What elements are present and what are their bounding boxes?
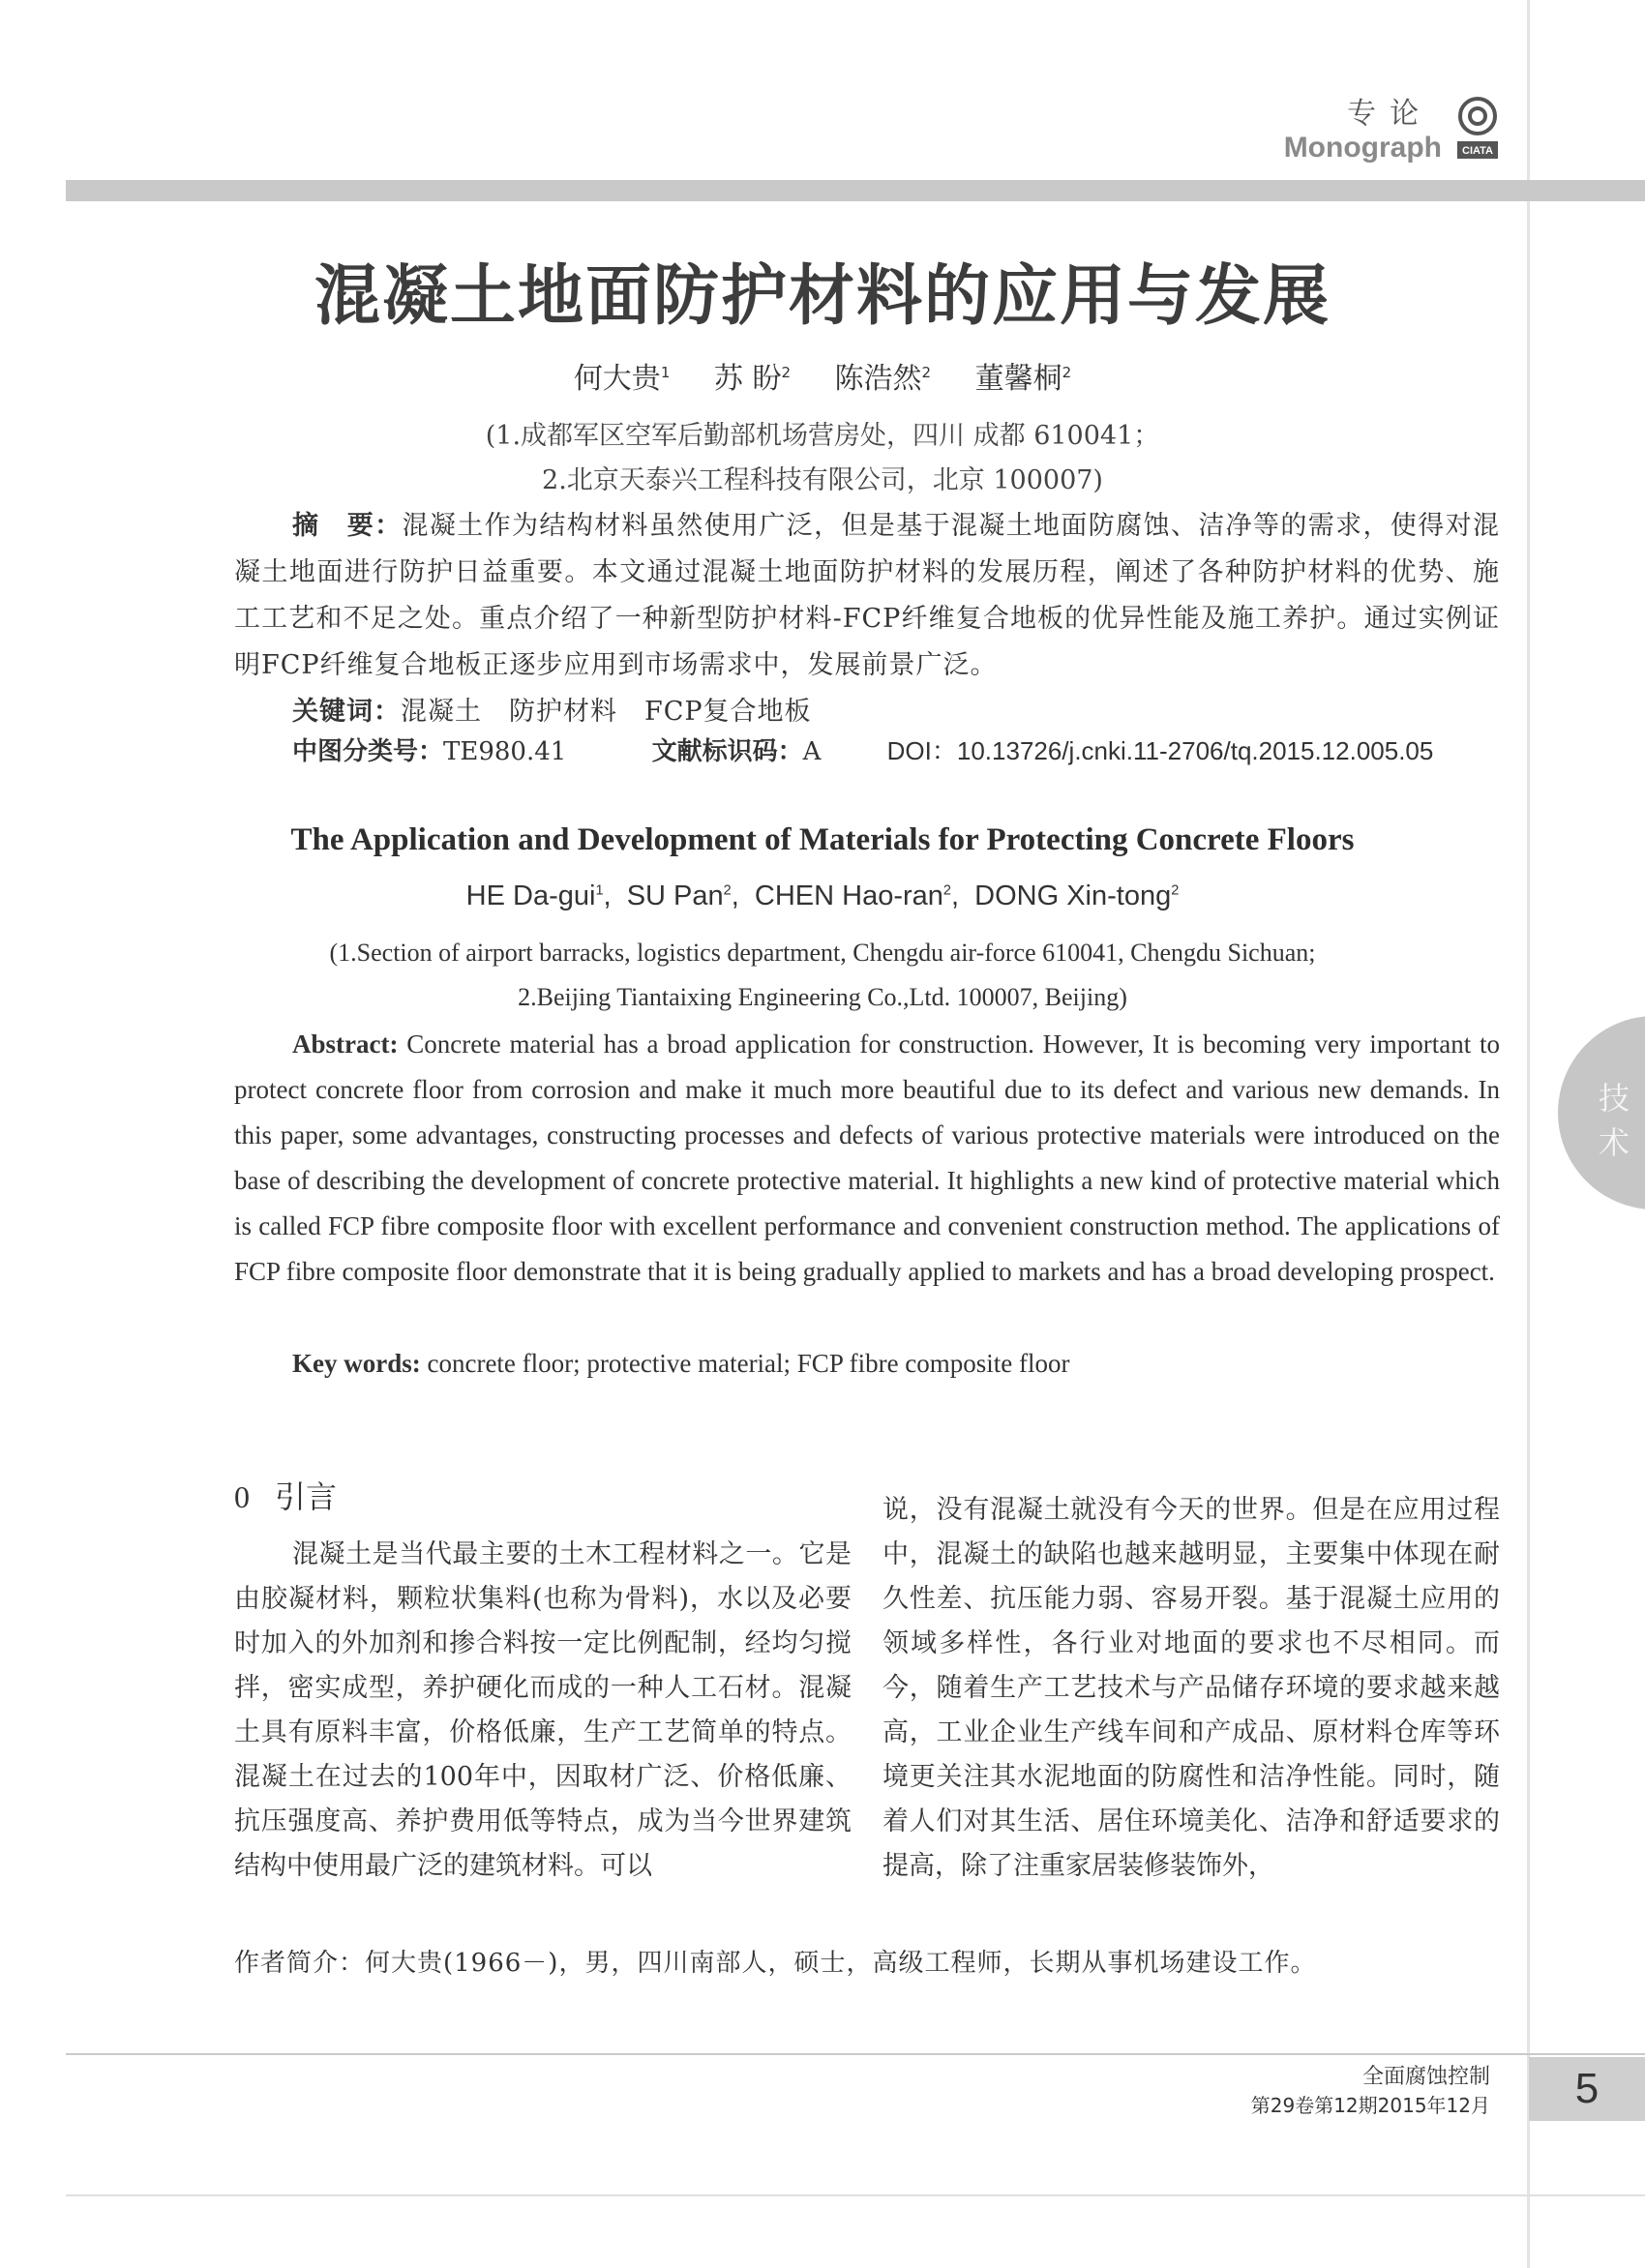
author-zh: 董馨桐$^2$ (974, 362, 1072, 396)
abstract-label-zh: 摘 要： (292, 511, 403, 541)
author-list-en: HE Da-gui$^1$, SU Pan$^2$, CHEN Hao-ran$^2$, DONG Xin-tong$^2$ (465, 880, 1180, 911)
keywords-en (234, 1341, 1558, 1387)
footer-bottom-rule (66, 2194, 1645, 2196)
author-en: CHEN Hao-ran$^2$ (754, 880, 951, 911)
doc-code-value: A (802, 737, 822, 766)
author-zh: 苏 盼$^2$ (713, 362, 791, 396)
abstract-zh (234, 503, 1500, 689)
section-title: 引言 (275, 1478, 338, 1515)
logo-text: CIATA (1462, 145, 1493, 157)
keywords-label-zh: 关键词： (292, 697, 401, 727)
author-biography: 作者简介：何大贵(1966－)，男，四川南部人，硕士，高级工程师，长期从事机场建设工作。 (234, 1949, 1317, 1978)
keywords-text-en: concrete floor; protective material; FCP fibre composite floor (427, 1349, 1070, 1378)
right-margin-rule (1527, 0, 1530, 2268)
section-heading (234, 1473, 337, 1517)
paper-title-zh: 混凝土地面防护材料的应用与发展 (314, 258, 1331, 335)
affiliation-en-1: (1.Section of airport barracks, logistics department, Chengdu air-force 610041, Chengdu Sichuan; (329, 939, 1316, 967)
author-en: DONG Xin-tong$^2$ (974, 880, 1180, 911)
journal-info (1251, 2063, 1490, 2119)
author-list-zh (0, 354, 1645, 397)
ciata-logo-icon (1455, 97, 1500, 161)
section-label-en: Monograph (1283, 132, 1442, 164)
classification-line (292, 731, 1433, 767)
abstract-en (234, 1022, 1500, 1295)
paper-title-en: The Application and Development of Materials for Protecting Concrete Floors (290, 822, 1355, 857)
keywords-label-en: Key words: (292, 1349, 421, 1378)
abstract-label-en: Abstract: (292, 1030, 399, 1059)
abstract-text-zh: 混凝土作为结构材料虽然使用广泛，但是基于混凝土地面防腐蚀、洁净等的需求，使得对混凝土地面进行防护日益重要。本文通过混凝土地面防护材料的发展历程，阐述了各种防护材料的优势、施工工艺和不足之处。重点介绍了一种新型防护材料-FCP纤维复合地板的优异性能及施工养护。通过实例证明FCP纤维复合地板正逐步应用到市场需求中，发展前景广泛。 (234, 511, 1501, 680)
side-tab-label: 技 术 (1598, 1080, 1630, 1161)
body-column-left: 混凝土是当代最主要的土木工程材料之一。它是由胶凝材料，颗粒状集料(也称为骨料)，水以及必要时加入的外加剂和掺合料按一定比例配制，经均匀搅拌，密实成型，养护硬化而成的一种人工石材。混凝土具有原料丰富，价格低廉，生产工艺简单的特点。混凝土在过去的100年中，因取材广泛、价格低廉、抗压强度高、养护费用低等特点，成为当今世界建筑结构中使用最广泛的建筑材料。可以 (234, 1539, 852, 1881)
author-zh: 陈浩然$^2$ (834, 362, 932, 396)
affiliation-en-2: 2.Beijing Tiantaixing Engineering Co.,Ltd. 100007, Beijing) (518, 983, 1127, 1011)
clc-label: 中图分类号： (292, 737, 444, 766)
keywords-zh (234, 689, 1558, 735)
page-number: 5 (1574, 2065, 1600, 2112)
affiliation-zh-2: 2.北京天泰兴工程科技有限公司，北京 100007) (542, 465, 1103, 495)
keywords-text-zh: 混凝土 防护材料 FCP复合地板 (401, 697, 812, 727)
author-zh: 何大贵$^1$ (573, 362, 671, 396)
journal-name: 全面腐蚀控制 (1361, 2065, 1490, 2089)
header-bar (66, 180, 1645, 201)
doi-value: 10.13726/j.cnki.11-2706/tq.2015.12.005.05 (956, 736, 1434, 765)
author-en: SU Pan$^2$ (626, 880, 732, 911)
doi-label: DOI： (886, 736, 957, 765)
author-en: HE Da-gui$^1$ (465, 880, 604, 911)
footer-rule (66, 2053, 1645, 2055)
doc-code-label: 文献标识码： (651, 737, 803, 766)
abstract-text-en: Concrete material has a broad application for construction. However, It is becoming very important to protect concrete floor from corrosion and make it much more beautiful due to its defect and various new demands. In this paper, some advantages, constructing processes and defects of various protective materials were introduced on the base of describing the development of concrete protective material. It highlights a new kind of protective material which is called FCP fibre composite floor with excellent performance and convenient construction method. The applications of FCP fibre composite floor demonstrate that it is being gradually applied to markets and has a broad developing prospect. (234, 1030, 1500, 1286)
section-number: 0 (234, 1479, 250, 1514)
clc-value: TE980.41 (443, 737, 567, 766)
affiliation-zh-1: (1.成都军区空军后勤部机场营房处，四川 成都 610041； (485, 421, 1160, 451)
body-column-right: 说，没有混凝土就没有今天的世界。但是在应用过程中，混凝土的缺陷也越来越明显，主要集中体现在耐久性差、抗压能力弱、容易开裂。基于混凝土应用的领域多样性，各行业对地面的要求也不尽相同。而今，随着生产工艺技术与产品储存环境的要求越来越高，工业企业生产线车间和产成品、原材料仓库等环境更关注其水泥地面的防腐性和洁净性能。同时，随着人们对其生活、居住环境美化、洁净和舒适要求的提高，除了注重家居装修装饰外， (882, 1495, 1500, 1881)
section-label-zh: 专论 (1347, 97, 1432, 131)
journal-issue: 第29卷第12期2015年12月 (1250, 2094, 1490, 2117)
